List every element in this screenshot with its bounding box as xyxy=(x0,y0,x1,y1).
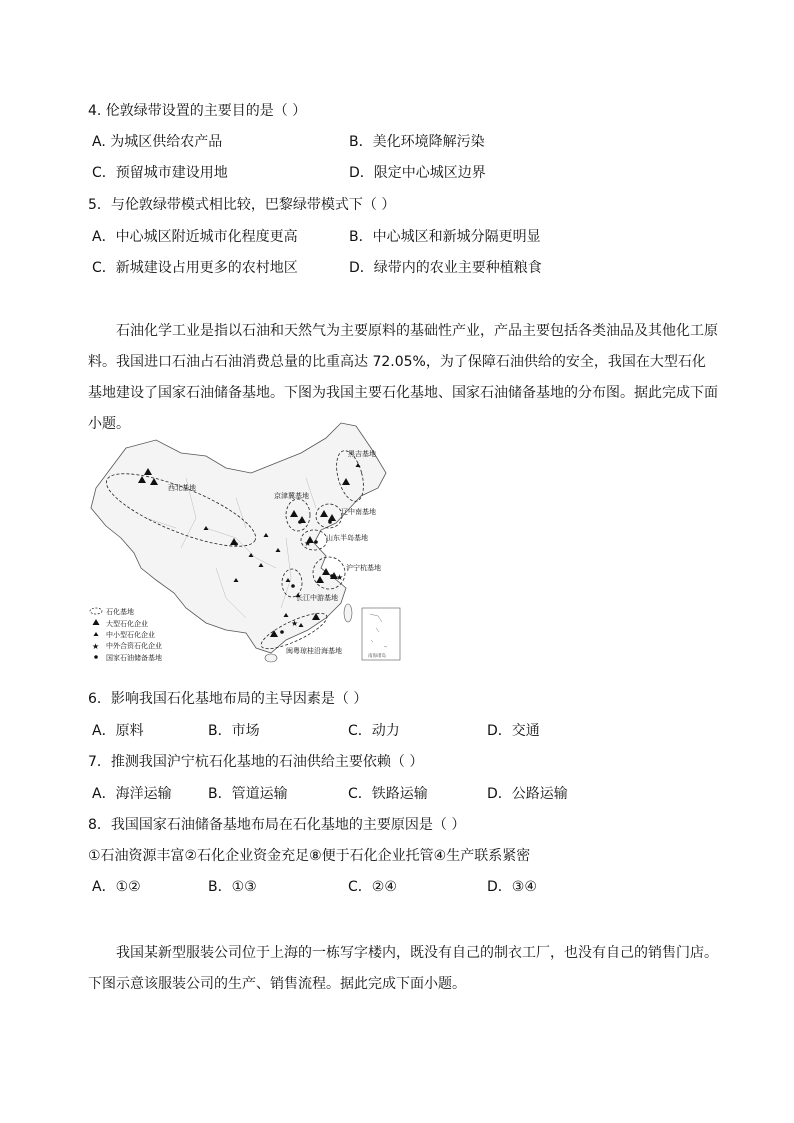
question-6-option-c: C．动力 xyxy=(348,723,400,739)
label-changjiang: 长江中游基地 xyxy=(296,594,338,602)
question-8-option-a: A．①② xyxy=(92,879,141,895)
svg-text:★: ★ xyxy=(304,539,312,548)
legend-small: 中小型石化企业 xyxy=(106,631,155,639)
svg-text:★: ★ xyxy=(92,642,100,651)
question-4-option-c: C．预留城市建设用地 xyxy=(92,165,228,181)
petrochemical-base-map xyxy=(86,418,406,673)
question-5-stem: 5．与伦敦绿带模式相比较，巴黎绿带模式下（ ） xyxy=(88,197,396,213)
legend-joint: 中外合资石化企业 xyxy=(106,642,162,650)
passage-clothing-company-text: 我国某新型服装公司位于上海的一栋写字楼内，既没有自己的制衣工厂，也没有自己的销售门店。下图示意该服装公司的生产、销售流程。据此完成下面小题。 xyxy=(88,945,718,992)
question-4-option-b: B．美化环境降解污染 xyxy=(349,134,485,150)
question-7-option-a: A．海洋运输 xyxy=(92,786,172,802)
question-7-stem: 7．推测我国沪宁杭石化基地的石油供给主要依赖（ ） xyxy=(88,754,424,770)
passage-petrochemical-text: 石油化学工业是指以石油和天然气为主要原料的基础性产业，产品主要包括各类油品及其他化工原料。我国进口石油占石油消费总量的比重高达 72.05%，为了保障石油供给的安全，我国在大型石化基地建设了国家石油储备基地。下图为我国主要石化基地、国家石油储备基地的分布图。据此完成下面小题。 xyxy=(88,323,718,432)
svg-text:★: ★ xyxy=(336,573,344,582)
question-4-stem: 4. 伦敦绿带设置的主要目的是（ ） xyxy=(88,103,307,119)
label-northwest: 西北基地 xyxy=(168,484,196,492)
question-8-stem: 8．我国国家石油储备基地布局在石化基地的主要原因是（ ） xyxy=(88,817,466,833)
question-6-option-d: D．交通 xyxy=(487,723,540,739)
question-5-option-d: D．绿带内的农业主要种植粮食 xyxy=(349,260,542,276)
legend-large: 大型石化企业 xyxy=(106,620,148,628)
label-southeast: 闽粤琼桂沿海基地 xyxy=(286,647,342,655)
question-8-option-c: C．②④ xyxy=(348,879,397,895)
question-5-option-c: C．新城建设占用更多的农村地区 xyxy=(92,260,298,276)
question-4-option-a: A. 为城区供给农产品 xyxy=(92,134,223,150)
passage-clothing-company xyxy=(88,938,718,1000)
legend-base: 石化基地 xyxy=(106,608,134,616)
south-china-sea-inset xyxy=(362,608,400,660)
question-8-statements: ①石油资源丰富②石化企业资金充足⑧便于石化企业托管④生产联系紧密 xyxy=(88,848,531,864)
svg-text:★: ★ xyxy=(291,619,299,628)
question-8-option-d: D．③④ xyxy=(487,879,537,895)
map-legend xyxy=(90,607,162,662)
question-4-option-d: D．限定中心城区边界 xyxy=(349,165,486,181)
question-7-option-d: D．公路运输 xyxy=(487,786,568,802)
question-7-option-c: C．铁路运输 xyxy=(348,786,428,802)
label-heiji: 黑吉基地 xyxy=(348,450,376,458)
label-huninghang: 沪宁杭基地 xyxy=(346,564,381,572)
label-jingjinji: 京津冀基地 xyxy=(274,492,309,500)
legend-reserve: 国家石油储备基地 xyxy=(106,654,162,662)
label-shandong: 山东半岛基地 xyxy=(326,534,368,542)
question-6-option-a: A．原料 xyxy=(92,723,144,739)
label-liaozhongnan: 辽中南基地 xyxy=(341,508,376,516)
question-8-option-b: B．①③ xyxy=(208,879,257,895)
inset-label: 南海诸岛 xyxy=(368,654,386,659)
question-5-option-a: A．中心城区附近城市化程度更高 xyxy=(92,229,298,245)
question-5-option-b: B．中心城区和新城分隔更明显 xyxy=(349,229,541,245)
question-6-stem: 6．影响我国石化基地布局的主导因素是（ ） xyxy=(88,691,368,707)
question-6-option-b: B．市场 xyxy=(208,723,260,739)
question-7-option-b: B．管道运输 xyxy=(208,786,288,802)
